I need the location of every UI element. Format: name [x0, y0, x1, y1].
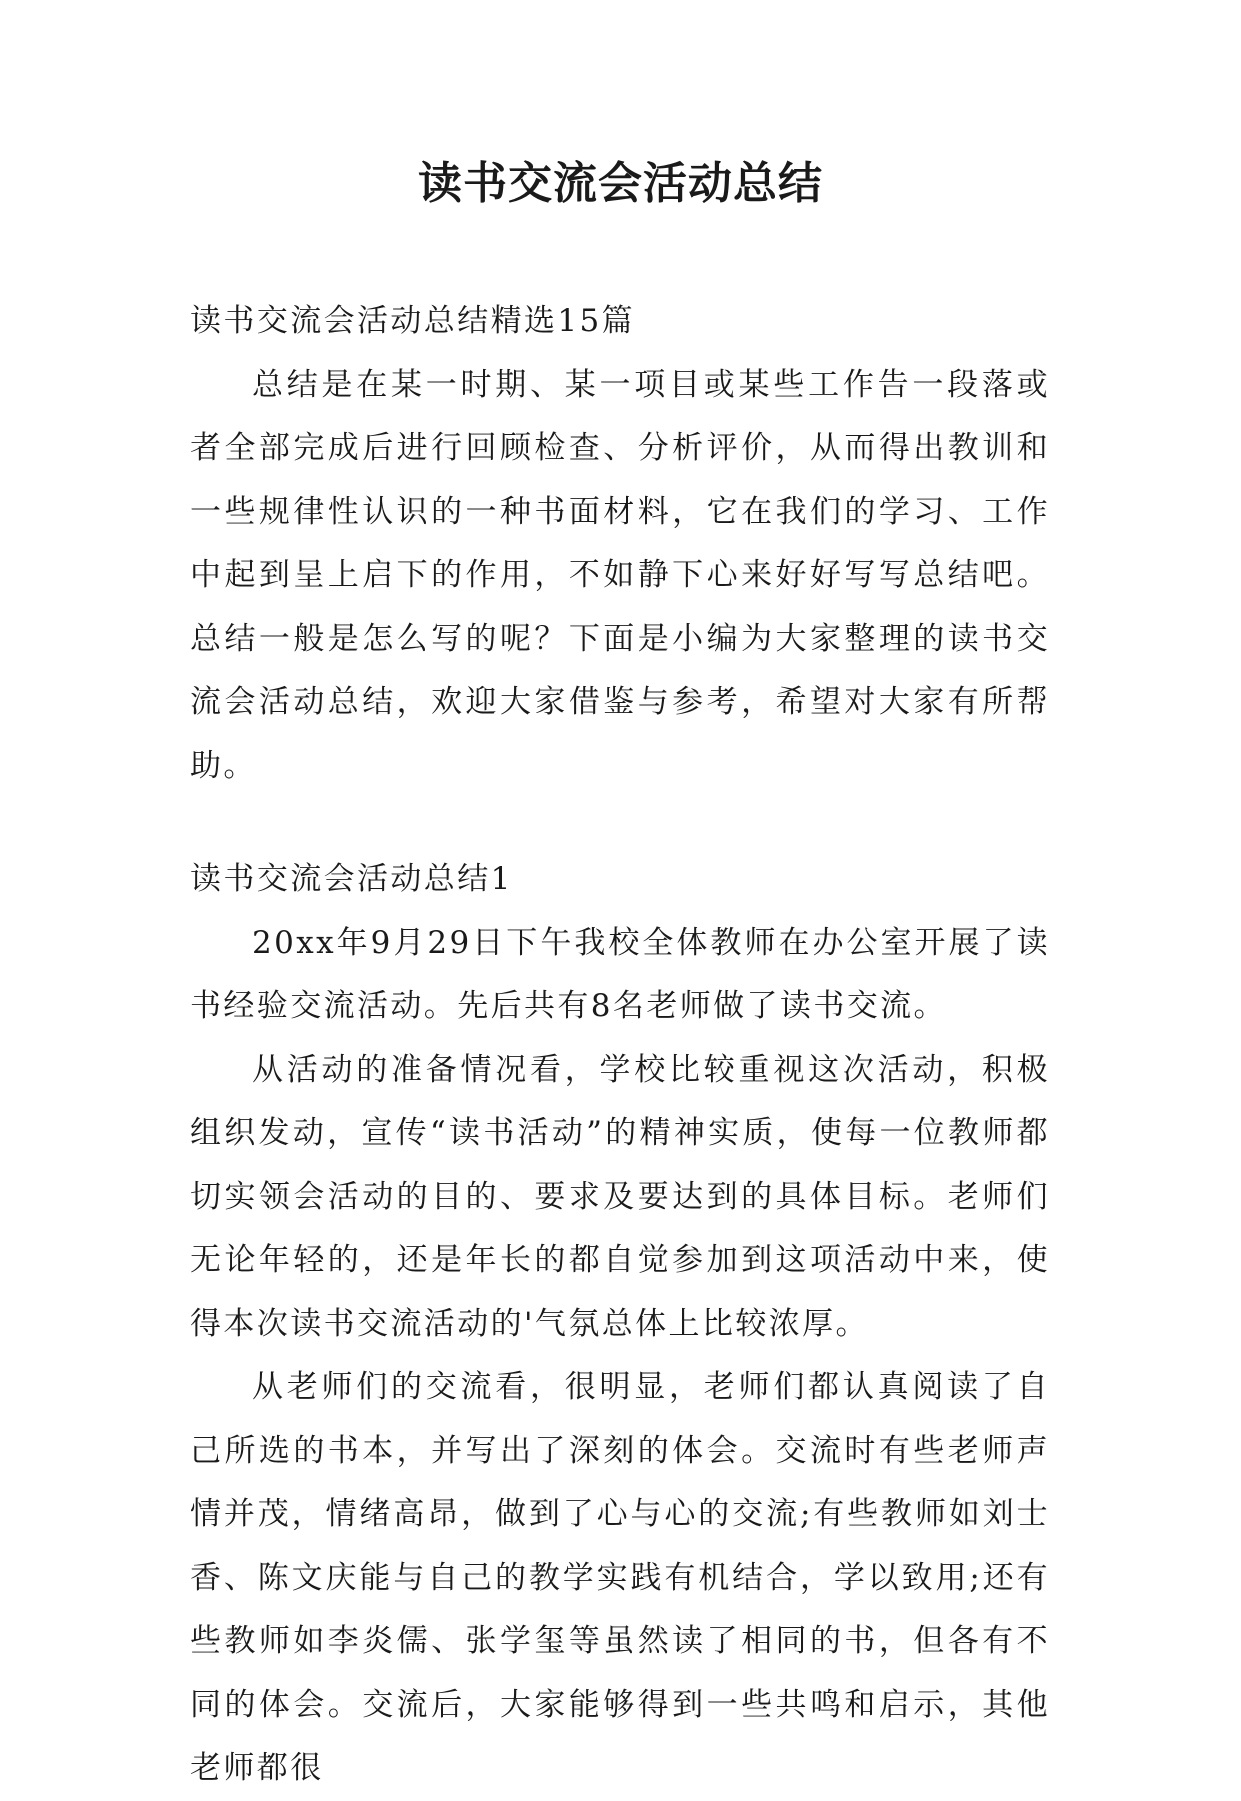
intro-paragraph: 总结是在某一时期、某一项目或某些工作告一段落或者全部完成后进行回顾检查、分析评价，从而得出教训和一些规律性认识的一种书面材料，它在我们的学习、工作中起到呈上启下的作用，不如静下心来好好写写总结吧。总结一般是怎么写的呢？下面是小编为大家整理的读书交流会活动总结，欢迎大家借鉴与参考，希望对大家有所帮助。 — [190, 366, 1050, 784]
section-paragraph-3: 从老师们的交流看，很明显，老师们都认真阅读了自己所选的书本，并写出了深刻的体会。交流时有些老师声情并茂，情绪高昂，做到了心与心的交流;有些教师如刘士香、陈文庆能与自己的教学实践有机结合，学以致用;还有些教师如李炎儒、张学玺等虽然读了相同的书，但各有不同的体会。交流后，大家能够得到一些共鸣和启示，其他老师都很 — [190, 1369, 1050, 1786]
section-heading: 读书交流会活动总结1 — [190, 861, 513, 897]
document-body — [190, 290, 1050, 1801]
section-paragraph-1: 20xx年9月29日下午我校全体教师在办公室开展了读书经验交流活动。先后共有8名老师做了读书交流。 — [190, 924, 1050, 1024]
document-title: 读书交流会活动总结 — [418, 158, 823, 209]
document-subtitle: 读书交流会活动总结精选15篇 — [190, 303, 636, 339]
section-paragraph-2: 从活动的准备情况看，学校比较重视这次活动，积极组织发动，宣传“读书活动”的精神实质，使每一位教师都切实领会活动的目的、要求及要达到的具体目标。老师们无论年轻的，还是年长的都自觉参加到这项活动中来，使得本次读书交流活动的'气氛总体上比较浓厚。 — [190, 1051, 1050, 1342]
